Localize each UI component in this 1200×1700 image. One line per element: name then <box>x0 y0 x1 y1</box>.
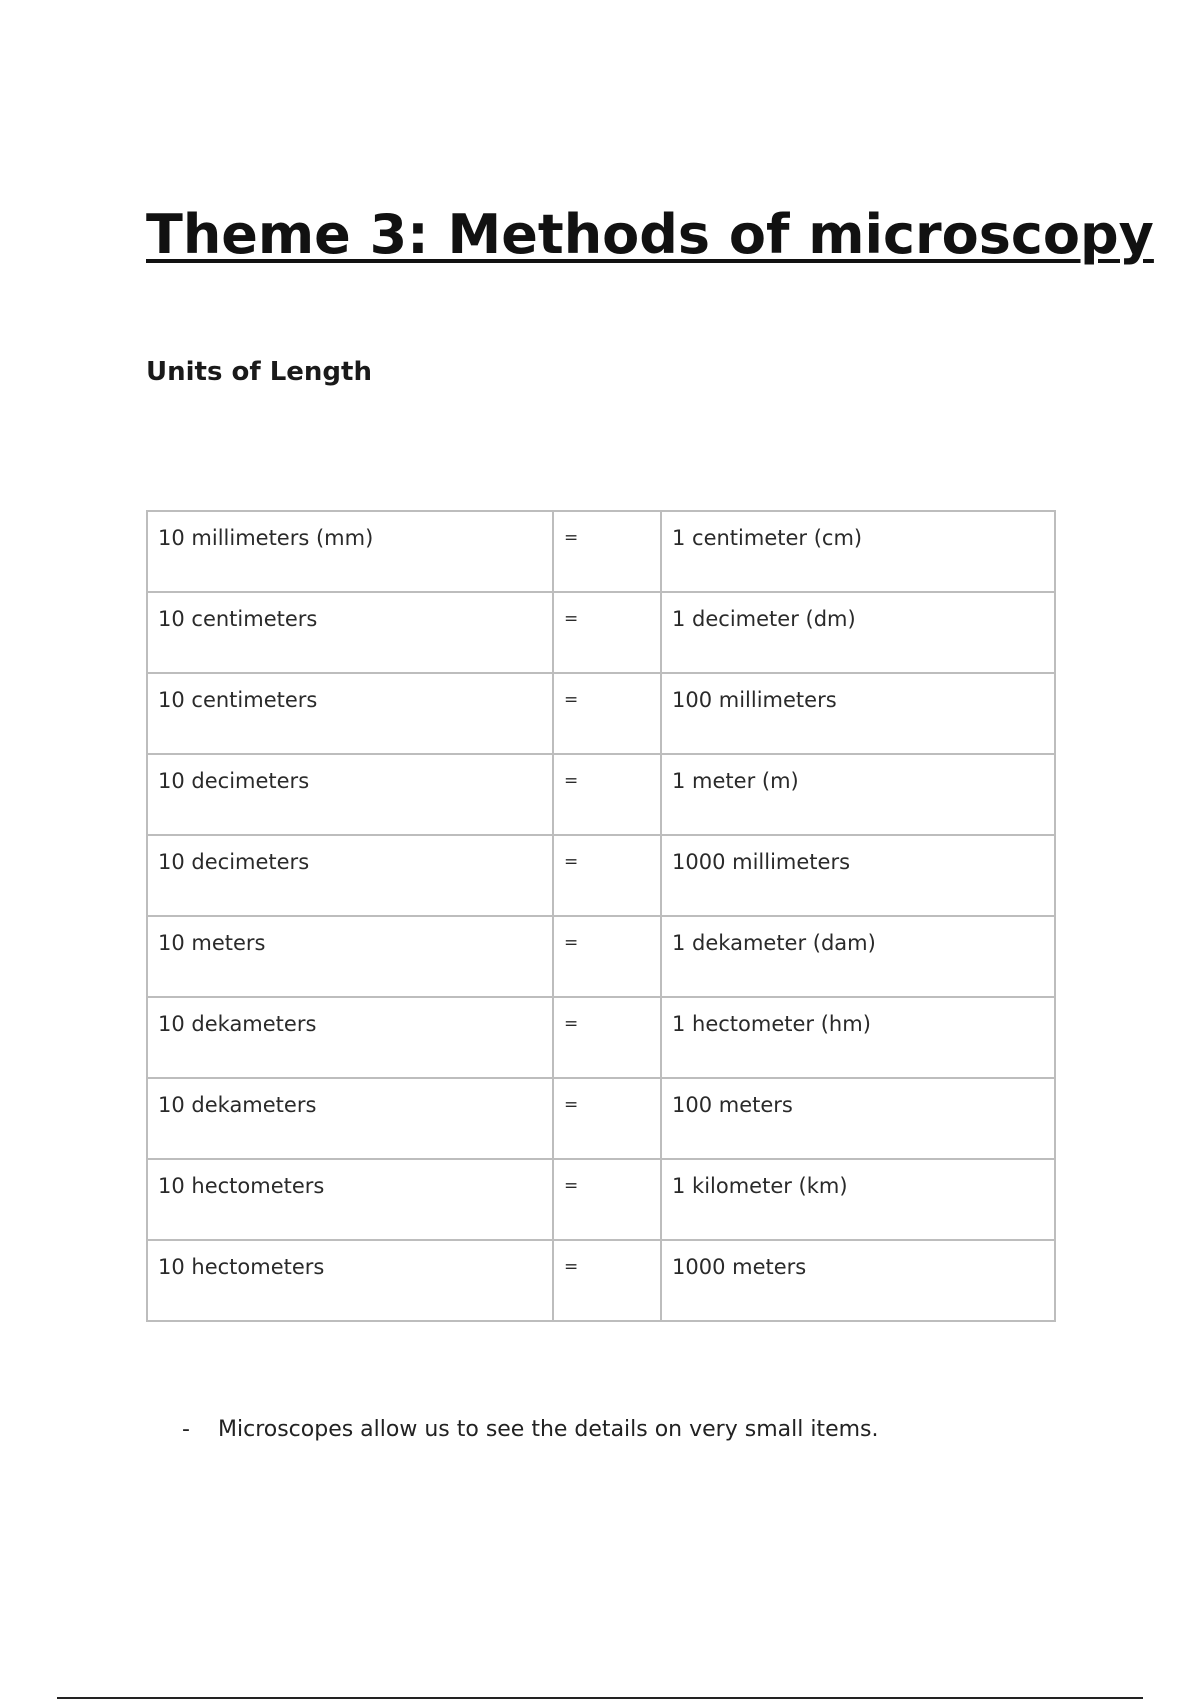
table-cell-to: 1 kilometer (km) <box>661 1159 1055 1240</box>
table-cell-from: 10 hectometers <box>147 1159 553 1240</box>
table-cell-equals: = <box>553 1240 661 1321</box>
table-cell-from: 10 hectometers <box>147 1240 553 1321</box>
section-heading: Units of Length <box>146 357 372 387</box>
table-row <box>147 1159 1055 1240</box>
table-cell-from: 10 centimeters <box>147 673 553 754</box>
table-cell-equals: = <box>553 1078 661 1159</box>
table-cell-to: 1 hectometer (hm) <box>661 997 1055 1078</box>
bullet-text: Microscopes allow us to see the details on very small items. <box>218 1417 879 1442</box>
table-row <box>147 592 1055 673</box>
table-row <box>147 1240 1055 1321</box>
table-cell-equals: = <box>553 835 661 916</box>
table-cell-to: 1000 millimeters <box>661 835 1055 916</box>
table-cell-to: 1 centimeter (cm) <box>661 511 1055 592</box>
table-cell-to: 100 meters <box>661 1078 1055 1159</box>
table-cell-equals: = <box>553 997 661 1078</box>
table-cell-equals: = <box>553 592 661 673</box>
footer-divider <box>57 1697 1143 1699</box>
table-row <box>147 511 1055 592</box>
table-cell-to: 1 dekameter (dam) <box>661 916 1055 997</box>
table-cell-equals: = <box>553 916 661 997</box>
table-cell-equals: = <box>553 754 661 835</box>
table-cell-to: 1000 meters <box>661 1240 1055 1321</box>
table-cell-equals: = <box>553 511 661 592</box>
table-row <box>147 754 1055 835</box>
table-row <box>147 997 1055 1078</box>
table-cell-equals: = <box>553 673 661 754</box>
bullet-marker: - <box>182 1417 190 1442</box>
page-title: Theme 3: Methods of microscopy <box>146 203 1154 266</box>
table-cell-from: 10 millimeters (mm) <box>147 511 553 592</box>
table-cell-from: 10 dekameters <box>147 1078 553 1159</box>
table-row <box>147 673 1055 754</box>
table-cell-to: 1 decimeter (dm) <box>661 592 1055 673</box>
table-cell-to: 1 meter (m) <box>661 754 1055 835</box>
unit-conversion-table <box>146 510 1056 1322</box>
table-cell-to: 100 millimeters <box>661 673 1055 754</box>
table-cell-equals: = <box>553 1159 661 1240</box>
table-cell-from: 10 centimeters <box>147 592 553 673</box>
table-cell-from: 10 decimeters <box>147 754 553 835</box>
table-row <box>147 835 1055 916</box>
bullet-item <box>182 1414 878 1446</box>
table-cell-from: 10 meters <box>147 916 553 997</box>
table-row <box>147 1078 1055 1159</box>
table-row <box>147 916 1055 997</box>
table-cell-from: 10 decimeters <box>147 835 553 916</box>
table-cell-from: 10 dekameters <box>147 997 553 1078</box>
